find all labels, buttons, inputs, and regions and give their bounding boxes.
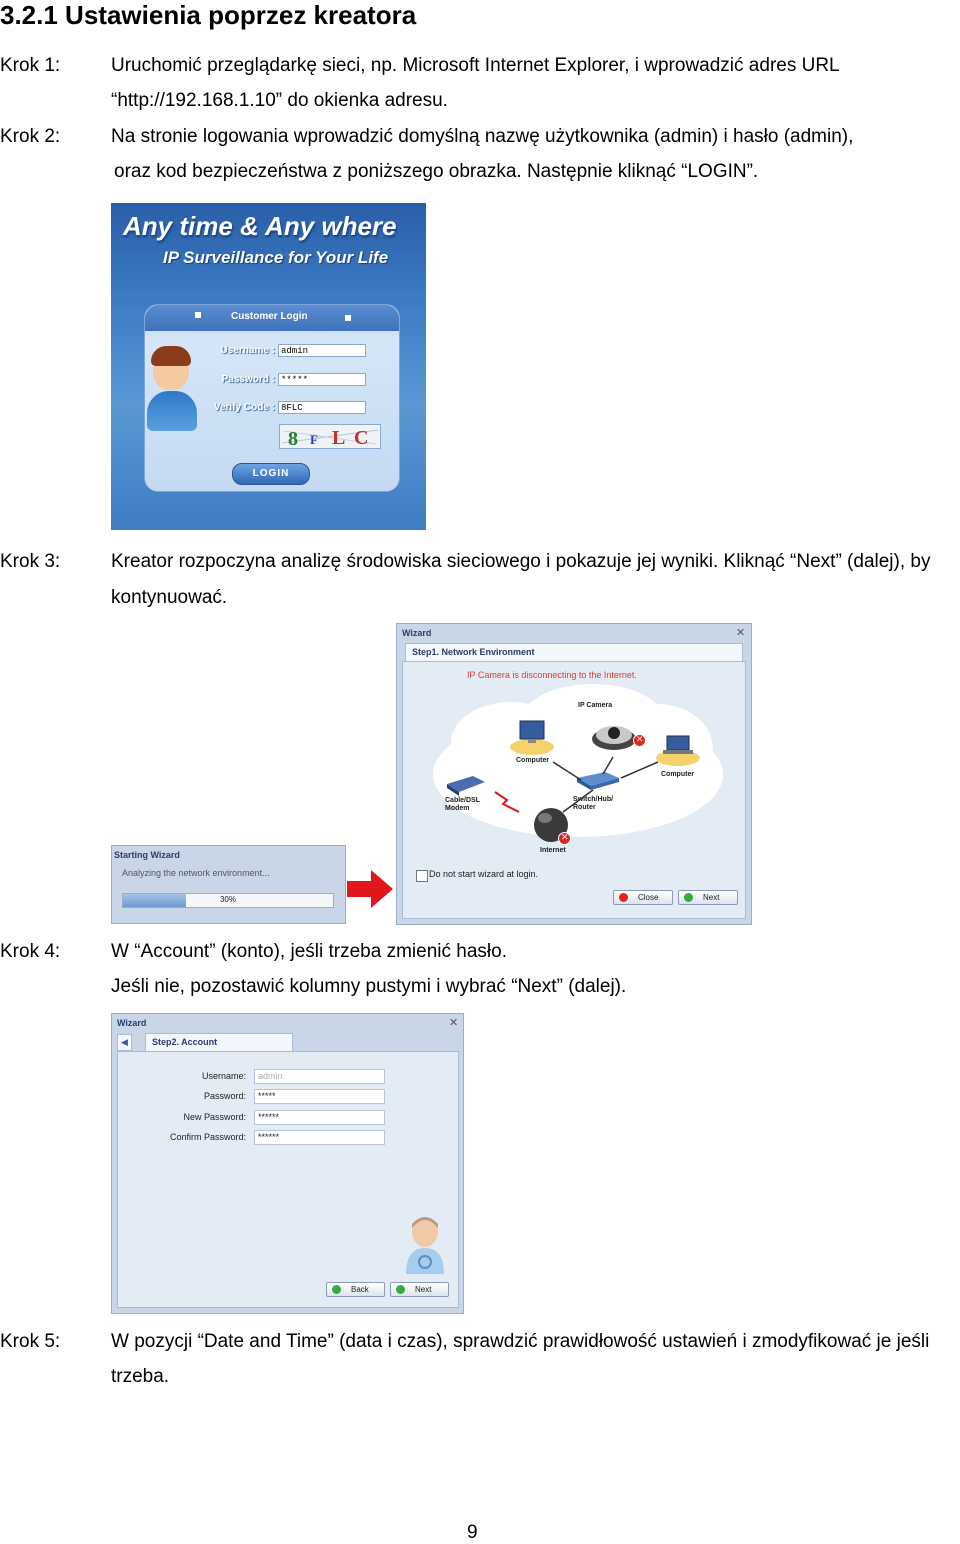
captcha-char: 8 bbox=[288, 428, 298, 448]
captcha-char: F bbox=[310, 432, 318, 447]
back-button-label: Back bbox=[351, 1285, 369, 1294]
step-4-label: Krok 4: bbox=[0, 941, 61, 962]
network-links bbox=[403, 662, 747, 862]
arrow-right-icon bbox=[347, 870, 395, 908]
tab-network-environment[interactable]: Step1. Network Environment bbox=[405, 643, 743, 661]
step-3-text-line2: kontynuować. bbox=[111, 587, 228, 608]
account-confirm-password-input[interactable]: ****** bbox=[254, 1130, 385, 1145]
network-status-text: IP Camera is disconnecting to the Internet. bbox=[467, 670, 637, 680]
step-5-text-line2: trzeba. bbox=[111, 1366, 170, 1387]
close-button-label: Close bbox=[638, 893, 659, 902]
account-confirm-password-label: Confirm Password: bbox=[169, 1132, 246, 1142]
wizard-title: Wizard bbox=[117, 1018, 147, 1028]
tab-account[interactable]: Step2. Account bbox=[145, 1033, 293, 1051]
password-input[interactable]: ***** bbox=[278, 373, 366, 386]
next-button[interactable] bbox=[390, 1282, 449, 1297]
step-5-text-line1: W pozycji “Date and Time” (data i czas), sprawdzić prawidłowość ustawień i zmodyfikować je jeśli bbox=[111, 1331, 930, 1352]
wizard-account-window bbox=[111, 1013, 464, 1314]
back-button[interactable] bbox=[326, 1282, 385, 1297]
step-3-text-line1: Kreator rozpoczyna analizę środowiska sieciowego i pokazuje jej wyniki. Kliknąć “Next” (dalej), by bbox=[111, 551, 931, 572]
login-panel-header bbox=[145, 305, 399, 331]
back-arrow-circle-icon bbox=[332, 1285, 341, 1294]
starting-wizard-dialog bbox=[111, 845, 346, 924]
step-3-label: Krok 3: bbox=[0, 551, 61, 572]
wizard-account-body bbox=[117, 1051, 459, 1308]
node-label-switch: Switch/Hub/ Router bbox=[573, 796, 614, 811]
dont-start-wizard-checkbox[interactable] bbox=[416, 870, 428, 882]
login-panel-title: Customer Login bbox=[231, 311, 308, 322]
next-button-label: Next bbox=[415, 1285, 432, 1294]
progress-label: 30% bbox=[219, 895, 236, 904]
account-new-password-input[interactable]: ****** bbox=[254, 1110, 385, 1125]
panel-dots-icon bbox=[345, 315, 351, 321]
next-button-label: Next bbox=[703, 893, 720, 902]
verify-code-input[interactable]: 8FLC bbox=[278, 401, 366, 414]
password-label: Password : bbox=[221, 374, 275, 385]
step-2-text-line1: Na stronie logowania wprowadzić domyślną nazwę użytkownika (admin) i hasło (admin), bbox=[111, 126, 854, 147]
username-input[interactable]: admin bbox=[278, 344, 366, 357]
progress-bar bbox=[122, 893, 334, 908]
account-password-input[interactable]: ***** bbox=[254, 1089, 385, 1104]
starting-wizard-title: Starting Wizard bbox=[114, 850, 180, 860]
wizard-network-body bbox=[402, 661, 746, 919]
section-heading: 3.2.1 Ustawienia poprzez kreatora bbox=[0, 0, 417, 30]
wizard-title: Wizard bbox=[402, 628, 432, 638]
login-button[interactable]: LOGIN bbox=[232, 463, 310, 485]
page-number: 9 bbox=[467, 1522, 478, 1543]
close-icon[interactable]: ✕ bbox=[449, 1017, 459, 1029]
close-button[interactable] bbox=[613, 890, 673, 905]
username-label: Username : bbox=[220, 345, 275, 356]
node-label-ip-camera: IP Camera bbox=[578, 702, 613, 709]
node-label-internet: Internet bbox=[540, 847, 566, 854]
account-username-label: Username: bbox=[201, 1071, 246, 1081]
next-arrow-icon bbox=[396, 1285, 405, 1294]
step-2-text-line2: oraz kod bezpieczeństwa z poniższego obrazka. Następnie kliknąć “LOGIN”. bbox=[114, 161, 759, 182]
captcha-char: L bbox=[332, 427, 346, 448]
node-label-computer-right: Computer bbox=[661, 771, 695, 778]
step-1-text-line2: “http://192.168.1.10” do okienka adresu. bbox=[111, 90, 448, 111]
panel-dots-icon bbox=[195, 312, 201, 318]
step-1-text-line1: Uruchomić przeglądarkę sieci, np. Microsoft Internet Explorer, i wprowadzić adres URL bbox=[111, 55, 840, 76]
step-2-label: Krok 2: bbox=[0, 126, 61, 147]
verify-code-label: Verify Code : bbox=[213, 402, 275, 413]
captcha-graphic bbox=[280, 425, 380, 448]
step-1-label: Krok 1: bbox=[0, 55, 61, 76]
account-username-input[interactable]: admin bbox=[254, 1069, 385, 1084]
close-icon[interactable]: ✕ bbox=[736, 627, 746, 639]
account-new-password-label: New Password: bbox=[183, 1112, 246, 1122]
dont-start-wizard-label: Do not start wizard at login. bbox=[429, 869, 539, 879]
captcha-char: C bbox=[354, 427, 369, 448]
login-subheadline: IP Surveillance for Your Life bbox=[163, 248, 389, 267]
wizard-network-window bbox=[396, 623, 752, 925]
node-label-computer-left: Computer bbox=[516, 757, 550, 764]
step-4-text-line1: W “Account” (konto), jeśli trzeba zmienić hasło. bbox=[111, 941, 507, 962]
starting-wizard-message: Analyzing the network environment... bbox=[122, 868, 270, 878]
account-password-label: Password: bbox=[203, 1091, 246, 1101]
next-arrow-icon bbox=[684, 893, 693, 902]
login-headline: Any time & Any where bbox=[123, 211, 397, 241]
login-screenshot bbox=[111, 203, 426, 530]
close-circle-icon bbox=[619, 893, 628, 902]
captcha-image bbox=[279, 424, 381, 449]
next-button[interactable] bbox=[678, 890, 738, 905]
step-4-text-line2: Jeśli nie, pozostawić kolumny pustymi i wybrać “Next” (dalej). bbox=[111, 976, 627, 997]
node-label-modem: Cable/DSL Modem bbox=[445, 797, 481, 812]
step-5-label: Krok 5: bbox=[0, 1331, 61, 1352]
back-arrow-icon[interactable]: ◀ bbox=[117, 1034, 132, 1051]
user-account-icon bbox=[402, 1212, 448, 1278]
